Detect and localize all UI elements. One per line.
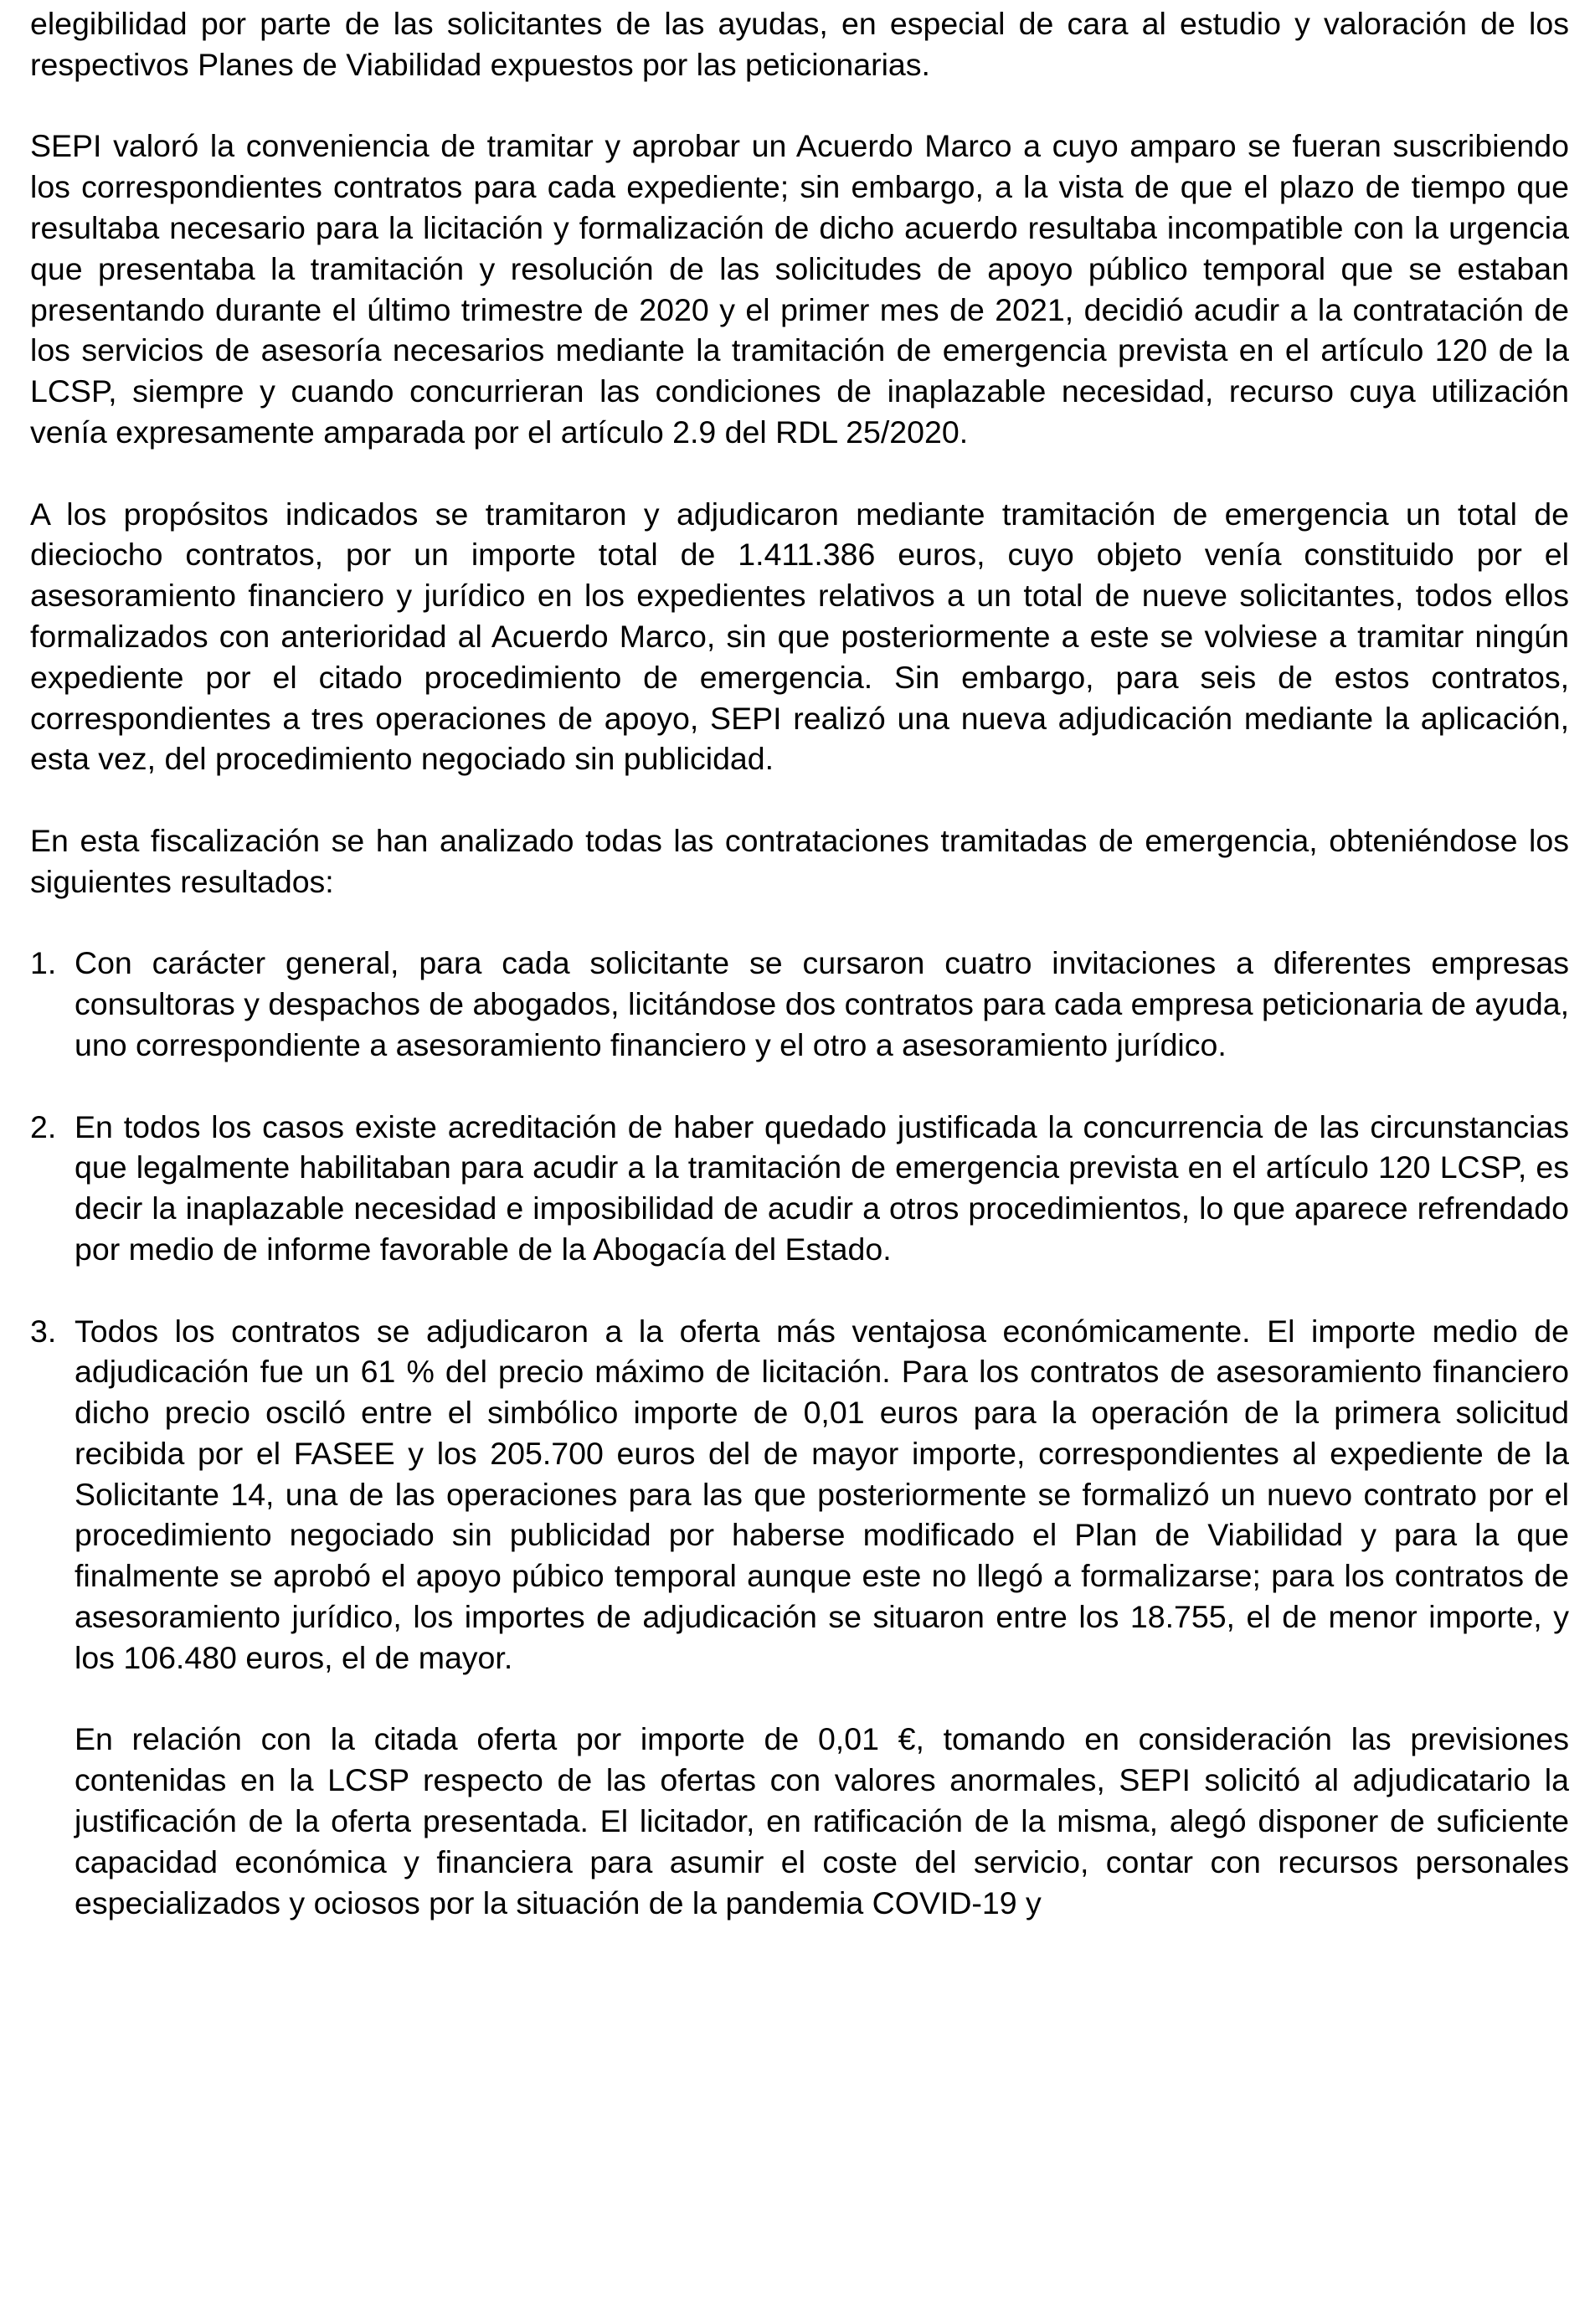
list-item bbox=[30, 1107, 1569, 1270]
document-page bbox=[30, 3, 1569, 1964]
list-item-number: 3. bbox=[30, 1313, 57, 1349]
list-item-number: 1. bbox=[30, 945, 57, 981]
list-item-text: Con carácter general, para cada solicitante se cursaron cuatro invitaciones a diferentes empresas consultoras y despachos de abogados, licitándose dos contratos para cada empresa peticionaria de ayuda, uno correspondiente a asesoramiento financiero y el otro a asesoramiento jurídico. bbox=[75, 945, 1569, 1062]
paragraph-emergency-contracts: A los propósitos indicados se tramitaron y adjudicaron mediante tramitación de emergencia un total de dieciocho contratos, por un importe total de 1.411.386 euros, cuyo objeto venía constituido por el asesoramiento financiero y jurídico en los expedientes relativos a un total de nueve solicitantes, todos ellos formalizados con anterioridad al Acuerdo Marco, sin que posteriormente a este se volviese a tramitar ningún expediente por el citado procedimiento de emergencia. Sin embargo, para seis de estos contratos, correspondientes a tres operaciones de apoyo, SEPI realizó una nueva adjudicación mediante la aplicación, esta vez, del procedimiento negociado sin publicidad. bbox=[30, 496, 1569, 777]
paragraph-acuerdo-marco: SEPI valoró la conveniencia de tramitar y aprobar un Acuerdo Marco a cuyo amparo se fueran suscribiendo los correspondientes contratos para cada expediente; sin embargo, a la vista de que el plazo de tiempo que resultaba necesario para la licitación y formalización de dicho acuerdo resultaba incompatible con la urgencia que presentaba la tramitación y resolución de las solicitudes de apoyo público temporal que se estaban presentando durante el último trimestre de 2020 y el primer mes de 2021, decidió acudir a la contratación de los servicios de asesoría necesarios mediante la tramitación de emergencia prevista en el artículo 120 de la LCSP, siempre y cuando concurrieran las condiciones de inaplazable necesidad, recurso cuya utilización venía expresamente amparada por el artículo 2.9 del RDL 25/2020. bbox=[30, 128, 1569, 450]
list-item-number: 2. bbox=[30, 1108, 57, 1144]
paragraph-intro-continuation: elegibilidad por parte de las solicitantes de las ayudas, en especial de cara al estudio y valoración de los respectivos Planes de Viabilidad expuestos por las peticionarias. bbox=[30, 6, 1569, 82]
list-item bbox=[30, 1311, 1569, 1924]
list-item-text: Todos los contratos se adjudicaron a la oferta más ventajosa económicamente. El importe medio de adjudicación fue un 61 % del precio máximo de licitación. Para los contratos de asesoramiento financiero dicho precio osciló entre el simbólico importe de 0,01 euros para la operación de la primera solicitud recibida por el FASEE y los 205.700 euros del de mayor importe, correspondientes al expediente de la Solicitante 14, una de las operaciones para las que posteriormente se formalizó un nuevo contrato por el procedimiento negociado sin publicidad por haberse modificado el Plan de Viabilidad y para la que finalmente se aprobó el apoyo púbico temporal aunque este no llegó a formalizarse; para los contratos de asesoramiento jurídico, los importes de adjudicación se situaron entre los 18.755, el de menor importe, y los 106.480 euros, el de mayor. bbox=[75, 1313, 1569, 1675]
list-item-text: En relación con la citada oferta por importe de 0,01 €, tomando en consideración las previsiones contenidas en la LCSP respecto de las ofertas con valores anormales, SEPI solicitó al adjudicatario la justificación de la oferta presentada. El licitador, en ratificación de la misma, alegó disponer de suficiente capacidad económica y financiera para asumir el coste del servicio, contar con recursos personales especializados y ociosos por la situación de la pandemia COVID-19 y bbox=[75, 1721, 1569, 1920]
list-item bbox=[30, 943, 1569, 1065]
results-list bbox=[30, 943, 1569, 1923]
list-item-text: En todos los casos existe acreditación de haber quedado justificada la concurrencia de las circunstancias que legalmente habilitaban para acudir a la tramitación de emergencia prevista en el artículo 120 LCSP, es decir la inaplazable necesidad e imposibilidad de acudir a otros procedimientos, lo que aparece refrendado por medio de informe favorable de la Abogacía del Estado. bbox=[75, 1108, 1569, 1267]
paragraph-results-intro: En esta fiscalización se han analizado todas las contrataciones tramitadas de emergencia, obteniéndose los siguientes resultados: bbox=[30, 822, 1569, 899]
